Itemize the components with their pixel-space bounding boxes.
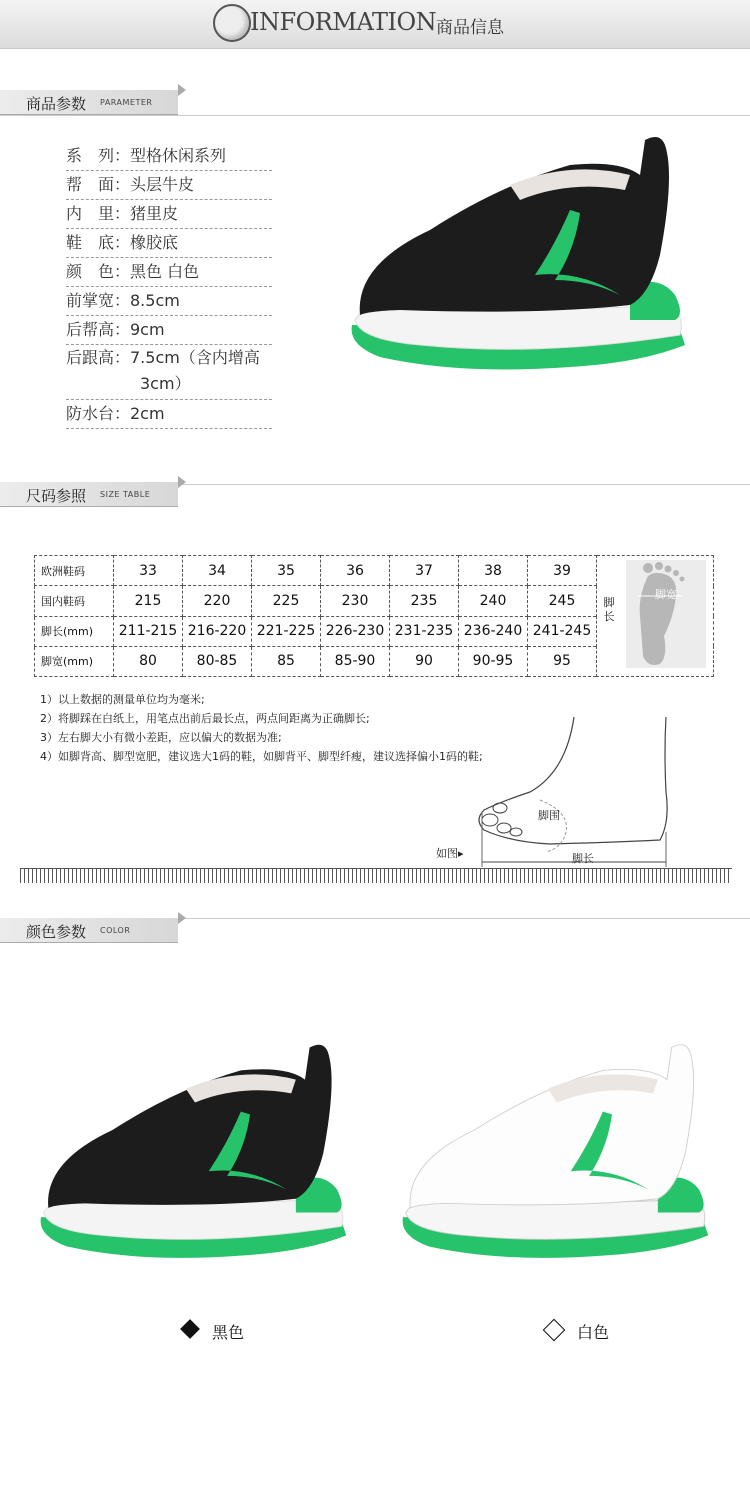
note-line: 3）左右脚大小有微小差距，应以偏大的数据为准; [40,731,282,744]
table-cell: 221-225 [252,616,321,646]
foot-diagram-cell [597,556,714,677]
table-cell: 236-240 [459,616,528,646]
table-cell: 215 [114,586,183,616]
color-label-black: 黑色 [212,1323,245,1342]
table-cell: 34 [183,556,252,586]
table-cell: 90-95 [459,646,528,676]
table-cell: 95 [528,646,597,676]
param-text-cont: 3cm） [140,374,191,393]
row-label: 国内鞋码 [35,586,114,616]
table-cell: 33 [114,556,183,586]
white-diamond-icon [543,1319,566,1342]
param-row [66,345,272,400]
banner-title-en: INFORMATION [250,8,437,36]
white-shoe-image [392,1040,722,1275]
param-row: 鞋 底：橡胶底 [66,229,272,258]
section-tab-size [0,482,178,507]
size-table [34,555,714,677]
table-cell: 80-85 [183,646,252,676]
as-shown-label: 如图▸ [436,847,464,860]
table-cell: 35 [252,556,321,586]
table-cell: 216-220 [183,616,252,646]
row-label: 脚长(mm) [35,616,114,646]
foot-width-label: 脚宽 [655,588,677,601]
tab-flag-icon [178,912,186,924]
table-cell: 90 [390,646,459,676]
footprint-icon [598,556,712,672]
table-cell: 85 [252,646,321,676]
tab-flag-icon [178,476,186,488]
row-label: 欧洲鞋码 [35,556,114,586]
table-cell: 241-245 [528,616,597,646]
note-line: 2）将脚踩在白纸上，用笔点出前后最长点，两点间距离为正确脚长; [40,712,370,725]
color-label-white: 白色 [577,1323,610,1342]
param-row: 系 列：型格休闲系列 [66,142,272,171]
banner-title-cn: 商品信息 [436,18,504,38]
section-title-en: COLOR [100,926,131,935]
girth-label: 脚围 [538,809,560,822]
table-cell: 231-235 [390,616,459,646]
row-label: 脚宽(mm) [35,646,114,676]
table-cell: 235 [390,586,459,616]
table-row [35,556,714,586]
section-tab-parameter [0,90,178,115]
measurement-notes [40,690,483,766]
table-cell: 226-230 [321,616,390,646]
table-cell: 225 [252,586,321,616]
black-shoe-image [30,1040,360,1275]
table-cell: 85-90 [321,646,390,676]
tab-flag-icon [178,84,186,96]
banner-circle-icon [213,4,251,42]
table-cell: 39 [528,556,597,586]
param-list [66,142,272,429]
section-title-cn: 颜色参数 [26,923,87,941]
product-shoe-image [340,135,700,385]
param-row: 颜 色：黑色 白色 [66,258,272,287]
section-tab-color [0,918,178,943]
table-cell: 220 [183,586,252,616]
table-cell: 36 [321,556,390,586]
divider [0,115,750,116]
param-text: 后跟高：7.5cm（含内增高 [66,348,260,367]
info-banner [0,0,750,49]
foot-length-label: 脚长 [603,596,615,623]
table-cell: 230 [321,586,390,616]
param-row: 前掌宽：8.5cm [66,287,272,316]
ruler [20,868,732,883]
table-cell: 211-215 [114,616,183,646]
param-row: 后帮高：9cm [66,316,272,345]
black-diamond-icon [180,1319,200,1339]
section-title-cn: 尺码参照 [26,487,87,505]
param-row: 帮 面：头层牛皮 [66,171,272,200]
note-line: 4）如脚背高、脚型宽肥，建议选大1码的鞋，如脚背平、脚型纤瘦，建议选择偏小1码的鞋; [40,750,483,763]
param-row: 防水台：2cm [66,400,272,429]
table-cell: 37 [390,556,459,586]
param-row: 内 里：猪里皮 [66,200,272,229]
section-title-en: SIZE TABLE [100,490,151,499]
section-title-cn: 商品参数 [26,95,87,113]
note-line: 1）以上数据的测量单位均为毫米; [40,693,205,706]
table-cell: 245 [528,586,597,616]
length-label: 脚长 [572,852,594,865]
table-cell: 38 [459,556,528,586]
table-cell: 240 [459,586,528,616]
section-title-en: PARAMETER [100,98,153,107]
table-cell: 80 [114,646,183,676]
foot-measure-diagram [470,712,690,872]
